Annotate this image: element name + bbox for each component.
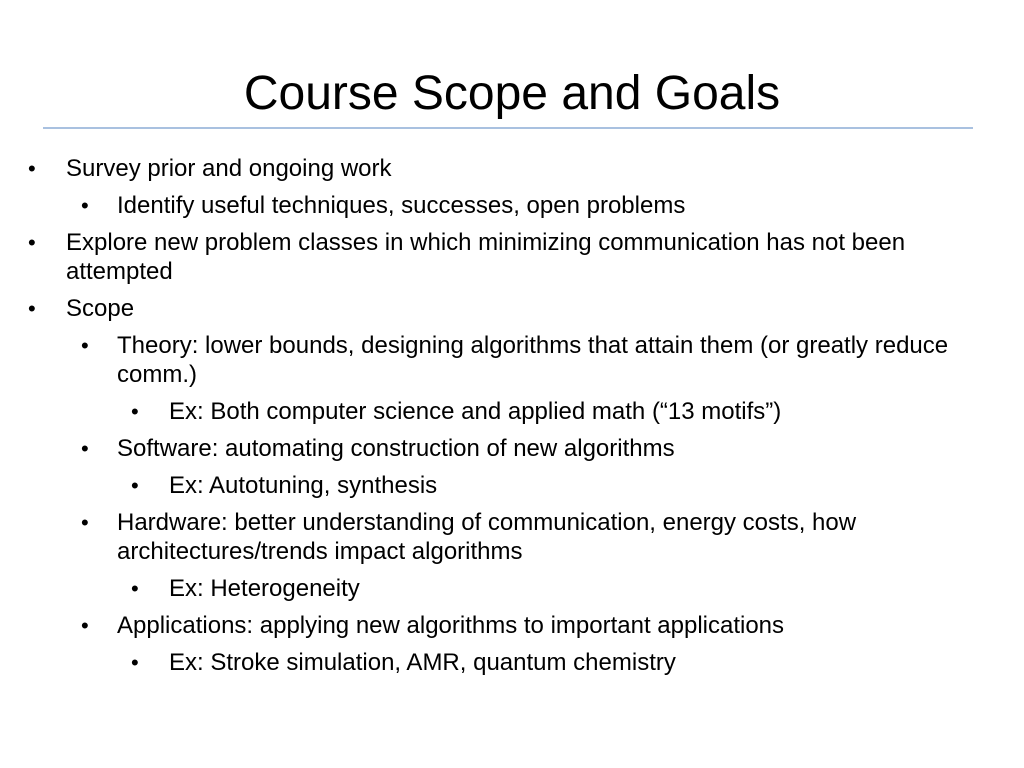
bullet-text: Ex: Both computer science and applied math (“13 motifs”) [169, 398, 782, 425]
bullet-icon: • [131, 473, 139, 498]
bullet-item [0, 508, 1024, 566]
bullet-icon: • [81, 436, 89, 461]
bullet-text: Survey prior and ongoing work [66, 155, 392, 182]
bullet-icon: • [28, 296, 36, 321]
bullet-item [0, 294, 1024, 323]
bullet-icon: • [131, 576, 139, 601]
bullet-item [0, 331, 1024, 389]
bullet-text: Ex: Stroke simulation, AMR, quantum chemistry [169, 649, 676, 676]
bullet-item [0, 228, 1024, 286]
bullet-text: Identify useful techniques, successes, open problems [117, 192, 686, 219]
bullet-text: Ex: Heterogeneity [169, 575, 360, 602]
slide-title: Course Scope and Goals [243, 67, 781, 120]
bullet-item [0, 471, 1024, 500]
bullet-icon: • [28, 230, 36, 255]
bullet-text: Scope [66, 295, 135, 322]
bullet-text: Theory: lower bounds, designing algorithms that attain them (or greatly reduce comm.) [117, 332, 949, 388]
bullet-icon: • [131, 650, 139, 675]
bullet-text: Applications: applying new algorithms to important applications [117, 612, 785, 639]
bullet-item [0, 574, 1024, 603]
bullet-icon: • [81, 333, 89, 358]
bullet-icon: • [81, 510, 89, 535]
bullet-item [0, 191, 1024, 220]
title-divider [43, 127, 973, 129]
bullet-item [0, 154, 1024, 183]
bullet-icon: • [28, 156, 36, 181]
bullet-icon: • [81, 193, 89, 218]
bullet-item [0, 397, 1024, 426]
bullet-text: Hardware: better understanding of communication, energy costs, how architectures/trends impact algorithms [117, 509, 857, 565]
bullet-icon: • [131, 399, 139, 424]
bullet-icon: • [81, 613, 89, 638]
bullet-text: Explore new problem classes in which minimizing communication has not been attempted [66, 229, 906, 285]
bullet-text: Software: automating construction of new algorithms [117, 435, 675, 462]
bullet-item [0, 611, 1024, 640]
bullet-text: Ex: Autotuning, synthesis [169, 472, 438, 499]
bullet-list [0, 154, 1024, 685]
bullet-item [0, 434, 1024, 463]
bullet-item [0, 648, 1024, 677]
